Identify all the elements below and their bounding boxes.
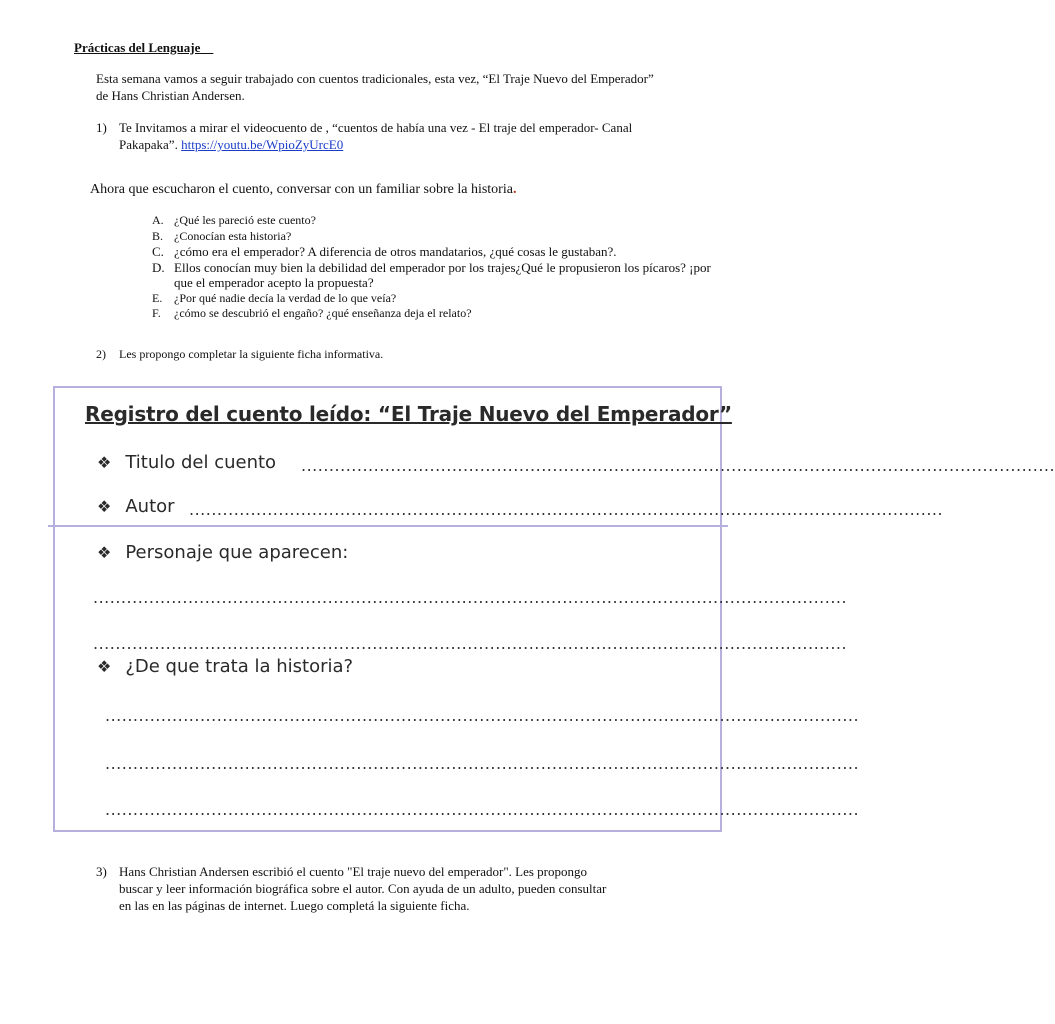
conversation-prompt [90, 182, 516, 198]
answer-dotted-line[interactable]: ....................................................................................................................................... [189, 500, 944, 519]
divider-line [48, 525, 728, 527]
field-plot [97, 656, 353, 677]
field-characters [97, 542, 348, 563]
item-3 [96, 863, 616, 914]
answer-dotted-line[interactable]: ....................................................................................................................................... [93, 588, 848, 607]
answer-dotted-line[interactable]: ....................................................................................................................................... [301, 456, 1055, 475]
question-item [152, 306, 712, 322]
question-text: ¿cómo era el emperador? A diferencia de otros mandatarios, ¿qué cosas le gustaban?. [174, 244, 617, 259]
question-item [152, 229, 712, 245]
item-3-number: 3) [96, 864, 107, 879]
question-item [152, 213, 712, 229]
field-label: Autor [125, 496, 175, 517]
diamond-bullet-icon: ❖ [97, 453, 112, 472]
conversation-prompt-period: . [512, 182, 517, 197]
question-text: Ellos conocían muy bien la debilidad del emperador por los trajes¿Qué le propusieron los pícaros? ¡por que el emperador acepto la propuesta? [174, 259, 711, 290]
answer-dotted-line[interactable]: ....................................................................................................................................... [105, 754, 860, 773]
field-label: ¿De que trata la historia? [125, 656, 354, 677]
diamond-bullet-icon: ❖ [97, 543, 112, 562]
field-label: Personaje que aparecen: [125, 542, 349, 563]
page-title: Prácticas del Lenguaje [74, 40, 214, 55]
question-letter: E. [152, 290, 163, 305]
question-letter: D. [152, 259, 165, 275]
question-text: ¿Qué les pareció este cuento? [174, 213, 316, 227]
question-item [152, 244, 712, 260]
video-link[interactable]: https://youtu.be/WpioZyUrcE0 [181, 137, 344, 152]
item-2-number: 2) [96, 347, 106, 361]
field-title [97, 452, 276, 473]
question-item [152, 291, 712, 307]
item-2-text: Les propongo completar la siguiente ficha informativa. [119, 347, 384, 361]
question-letter: C. [152, 244, 164, 259]
question-text: ¿Por qué nadie decía la verdad de lo que veía? [174, 290, 397, 305]
item-3-text: Hans Christian Andersen escribió el cuento "El traje nuevo del emperador". Les propongo buscar y leer información biográfica sobre el autor. Con ayuda de un adulto, pueden consultar en las en las páginas de internet. Luego completá la siguiente ficha. [119, 864, 607, 913]
field-label: Titulo del cuento [125, 452, 277, 473]
answer-dotted-line[interactable]: ....................................................................................................................................... [105, 800, 860, 819]
item-1-number: 1) [96, 120, 107, 135]
item-1-text: Te Invitamos a mirar el videocuento de , “cuentos de había una vez - El traje del emperador- Canal Pakapaka”. [119, 120, 633, 152]
question-letter: A. [152, 213, 164, 227]
answer-dotted-line[interactable]: ....................................................................................................................................... [105, 706, 860, 725]
question-item [152, 260, 712, 291]
question-letter: B. [152, 228, 164, 243]
question-text: ¿cómo se descubrió el engaño? ¿qué enseñanza deja el relato? [174, 306, 472, 320]
answer-dotted-line[interactable]: ....................................................................................................................................... [93, 634, 848, 653]
diamond-bullet-icon: ❖ [97, 497, 112, 516]
info-form-card [53, 386, 1055, 832]
field-author [97, 496, 175, 517]
question-letter: F. [152, 306, 161, 320]
item-1 [96, 119, 656, 153]
conversation-prompt-text: Ahora que escucharon el cuento, conversar con un familiar sobre la historia [90, 182, 513, 197]
diamond-bullet-icon: ❖ [97, 657, 112, 676]
item-2 [96, 346, 656, 363]
intro-paragraph: Esta semana vamos a seguir trabajado con cuentos tradicionales, esta vez, “El Traje Nuevo del Emperador” de Hans Christian Andersen. [96, 71, 654, 103]
question-text: ¿Conocían esta historia? [174, 228, 292, 243]
question-list [152, 213, 712, 322]
form-title: Registro del cuento leído: “El Traje Nuevo del Emperador” [85, 402, 732, 426]
